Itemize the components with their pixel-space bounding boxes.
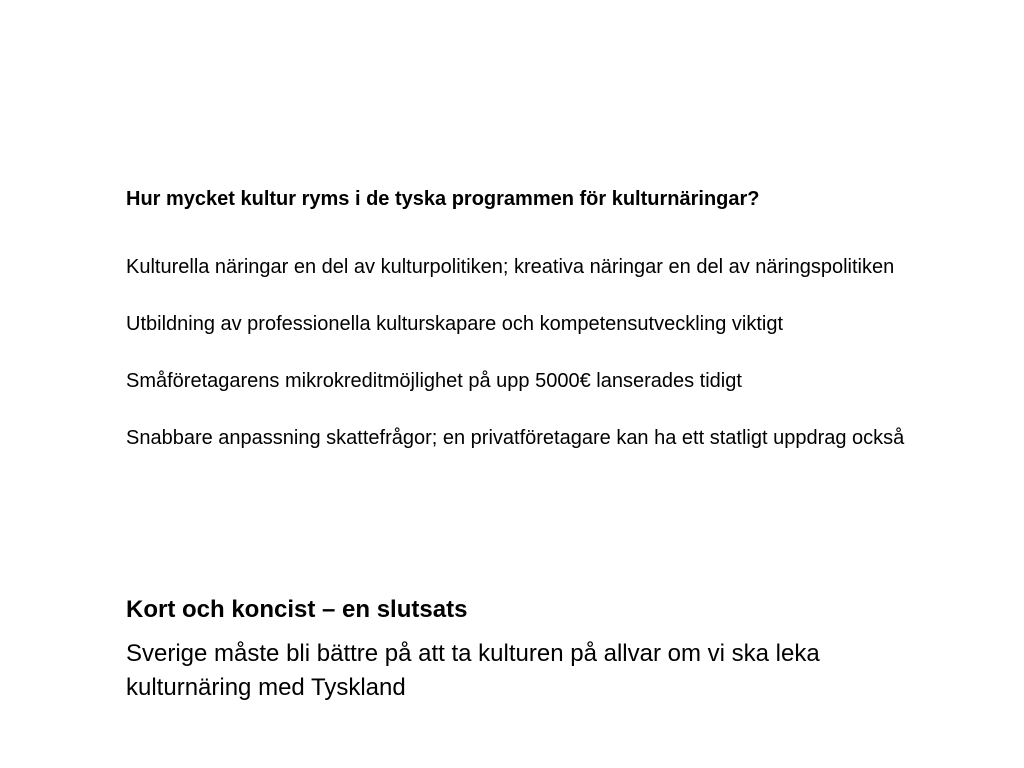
bullet-item: Kulturella näringar en del av kulturpolitiken; kreativa näringar en del av näringspolitiken — [126, 256, 895, 278]
bullet-list — [126, 252, 946, 480]
bullet-item: Småföretagarens mikrokreditmöjlighet på upp 5000€ lanserades tidigt — [126, 370, 742, 392]
bullet-item: Snabbare anpassning skattefrågor; en privatföretagare kan ha ett statligt uppdrag också — [126, 427, 905, 449]
slide-heading: Hur mycket kultur ryms i de tyska programmen för kulturnäringar? — [126, 188, 760, 210]
conclusion-text: Sverige måste bli bättre på att ta kulturen på allvar om vi ska leka kulturnäring med Tyskland — [126, 640, 820, 701]
conclusion-title: Kort och koncist – en slutsats — [126, 596, 468, 623]
bullet-item: Utbildning av professionella kulturskapare och kompetensutveckling viktigt — [126, 313, 784, 335]
